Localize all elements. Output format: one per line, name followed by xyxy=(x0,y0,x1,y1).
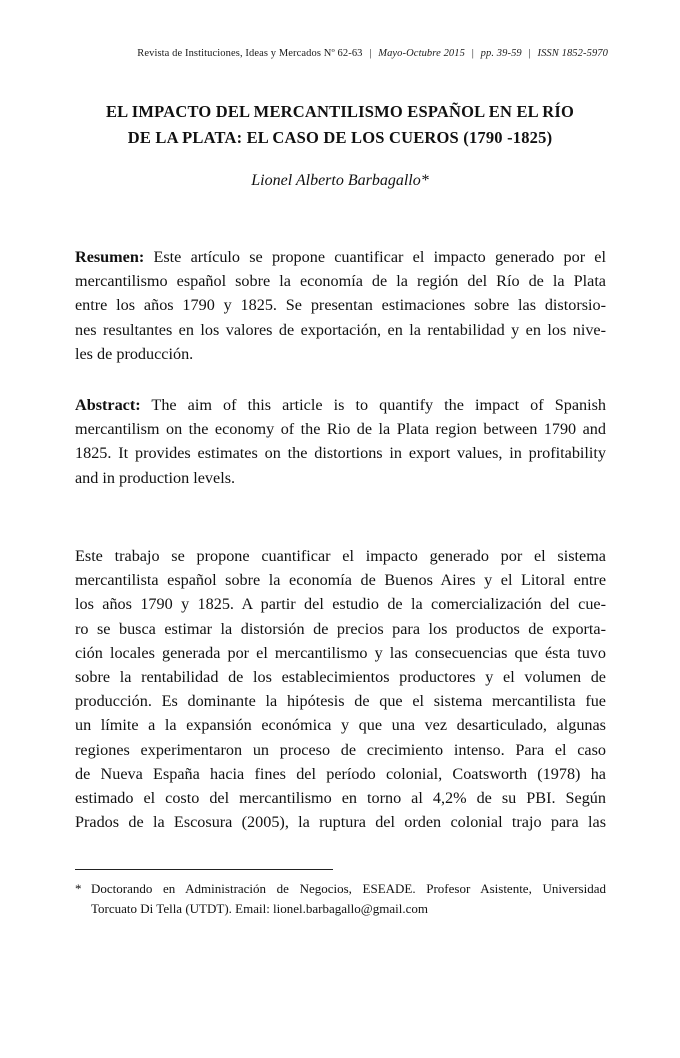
body-line: ro se busca estimar la distorsión de precios para los productos de exporta- xyxy=(75,619,606,638)
running-header xyxy=(137,48,608,59)
body-line: de Nueva España hacia fines del período colonial, Coatsworth (1978) ha xyxy=(75,764,606,783)
abstract-line: and in production levels. xyxy=(75,468,236,487)
body-line: regiones experimentaron un proceso de crecimiento intenso. Para el caso xyxy=(75,740,606,759)
abstract-line: mercantilism on the economy of the Rio de la Plata region between 1790 and xyxy=(75,420,606,439)
issn: ISSN 1852-5970 xyxy=(537,48,608,59)
resumen-line: les de producción. xyxy=(75,344,194,363)
abstract-paragraph xyxy=(75,393,606,490)
resumen-line: entre los años 1790 y 1825. Se presentan estimaciones sobre las distorsio- xyxy=(75,296,606,315)
body-line: sobre la rentabilidad de los establecimientos productores y el volumen de xyxy=(75,667,606,686)
issue-date: Mayo-Octubre 2015 xyxy=(378,48,465,59)
body-line: estimado el costo del mercantilismo en torno al 4,2% de su PBI. Según xyxy=(75,788,606,807)
article-title xyxy=(60,99,620,151)
footnote-marker: * xyxy=(75,881,82,896)
body-line: Este trabajo se propone cuantificar el impacto generado por el sistema xyxy=(75,547,606,565)
body-line: un límite a la expansión económica y que una vez desarticulado, algunas xyxy=(75,716,606,735)
header-separator: | xyxy=(471,48,474,59)
resumen-line: nes resultantes en los valores de exportación, en la rentabilidad y en los nive- xyxy=(75,320,606,339)
body-line: mercantilista español sobre la economía de Buenos Aires y el Litoral entre xyxy=(75,571,606,590)
footnote-divider xyxy=(75,869,333,870)
body-paragraph xyxy=(75,544,606,834)
author-name: Lionel Alberto Barbagallo* xyxy=(251,172,429,189)
page-range: pp. 39-59 xyxy=(480,48,522,59)
resumen-paragraph xyxy=(75,245,606,366)
footnote xyxy=(75,879,606,919)
header-separator: | xyxy=(528,48,531,59)
body-line: ción locales generada por el mercantilismo y las consecuencias que ésta tuvo xyxy=(75,643,606,662)
body-line: producción. Es dominante la hipótesis de que el sistema mercantilista fue xyxy=(75,692,606,711)
header-separator: | xyxy=(369,48,372,59)
body-line: Prados de la Escosura (2005), la ruptura del orden colonial trajo para las xyxy=(75,813,606,832)
resumen-label: Resumen: xyxy=(75,248,145,266)
footnote-line: Doctorando en Administración de Negocios, ESEADE. Profesor Asistente, Universidad xyxy=(91,881,606,896)
resumen-line: Resumen: Este artículo se propone cuantificar el impacto generado por el xyxy=(75,248,606,266)
body-line: los años 1790 y 1825. A partir del estudio de la comercialización del cue- xyxy=(75,595,606,614)
journal-name: Revista de Instituciones, Ideas y Mercados Nº 62-63 xyxy=(137,48,363,59)
abstract-line: Abstract: The aim of this article is to quantify the impact of Spanish xyxy=(75,396,606,414)
title-line: DE LA PLATA: EL CASO DE LOS CUEROS (1790 -1825) xyxy=(127,128,553,147)
title-line: EL IMPACTO DEL MERCANTILISMO ESPAÑOL EN EL RÍO xyxy=(105,102,575,121)
abstract-label: Abstract: xyxy=(75,396,141,414)
resumen-line: mercantilismo español sobre la economía de la región del Río de la Plata xyxy=(75,272,606,291)
abstract-line: 1825. It provides estimates on the distortions in export values, in profitability xyxy=(75,444,606,463)
footnote-line: Torcuato Di Tella (UTDT). Email: lionel.barbagallo@gmail.com xyxy=(91,901,428,916)
